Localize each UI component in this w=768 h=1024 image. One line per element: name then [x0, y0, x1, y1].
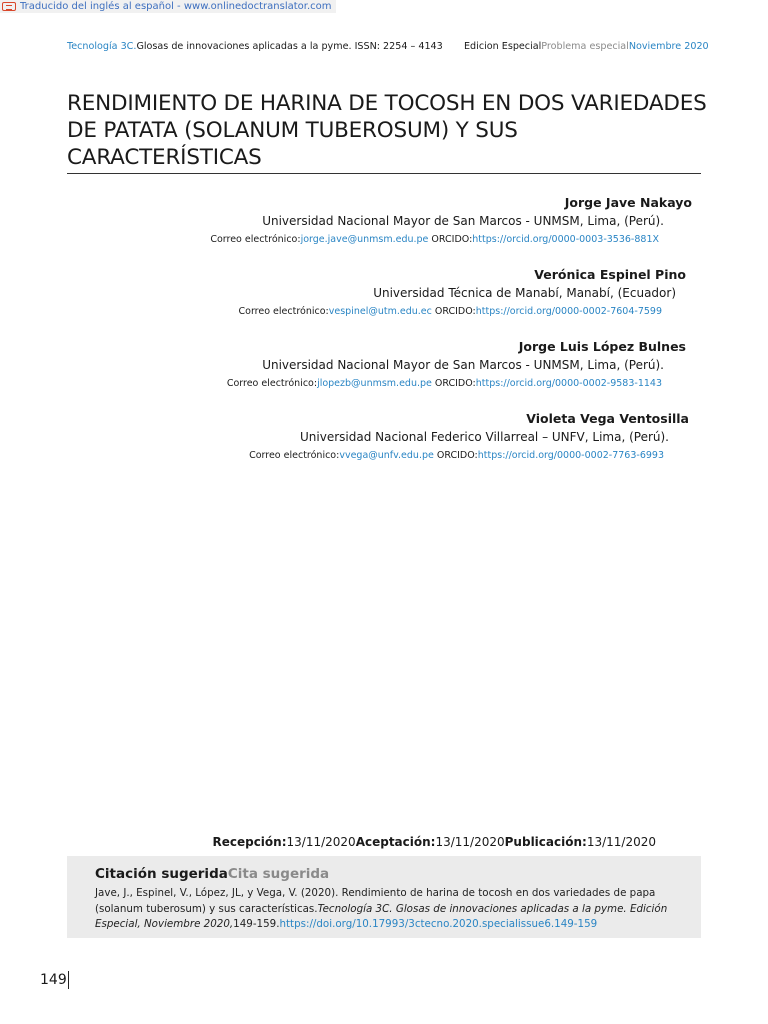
- author-affiliation: Universidad Nacional Mayor de San Marcos - UNMSM, Lima, (Perú).: [262, 214, 664, 228]
- author-name: Jorge Luis López Bulnes: [518, 339, 686, 354]
- email-label: Correo electrónico:: [226, 378, 318, 389]
- author-name: Jorge Jave Nakayo: [564, 195, 692, 210]
- author-affiliation: Universidad Nacional Mayor de San Marcos - UNMSM, Lima, (Perú).: [262, 358, 664, 372]
- author-contact: [210, 234, 659, 245]
- edition-label: Edicion Especial: [464, 41, 542, 52]
- author-orcid-link[interactable]: https://orcid.org/0000-0002-7763-6993: [477, 450, 664, 461]
- author-contact: [239, 306, 663, 317]
- author-email-link[interactable]: jlopezb@unmsm.edu.pe: [317, 378, 432, 389]
- author-name: Verónica Espinel Pino: [534, 267, 686, 282]
- reception-label: Recepción:: [212, 835, 287, 849]
- author-orcid-link[interactable]: https://orcid.org/0000-0002-7604-7599: [475, 306, 662, 317]
- page-number-divider: [68, 971, 69, 989]
- acceptance-date: 13/11/2020: [435, 835, 505, 849]
- author-email-link[interactable]: vespinel@utm.edu.ec: [328, 306, 432, 317]
- translator-banner-text[interactable]: Traducido del inglés al español - www.onlinedoctranslator.com: [20, 1, 332, 12]
- page-number: 149: [40, 972, 67, 988]
- author-contact: [249, 450, 664, 461]
- citation-journal: Tecnología 3C. Glosas de innovaciones aplicadas a la pyme. Edición Especial, Noviembre 2020,: [95, 902, 668, 930]
- orcid-label: ORCIDO:: [433, 450, 478, 461]
- title-divider: [67, 173, 701, 174]
- publication-dates: [212, 835, 656, 849]
- special-issue-label: Problema especial: [541, 41, 629, 52]
- citation-box: [67, 856, 701, 938]
- citation-heading: [95, 866, 329, 882]
- orcid-label: ORCIDO:: [431, 378, 476, 389]
- email-label: Correo electrónico:: [249, 450, 340, 461]
- author-email-link[interactable]: jorge.jave@unmsm.edu.pe: [300, 234, 429, 245]
- document-translate-icon: [2, 2, 16, 11]
- edition-info: [464, 40, 709, 54]
- page-title: RENDIMIENTO DE HARINA DE TOCOSH EN DOS VARIEDADES DE PATATA (SOLANUM TUBEROSUM) Y SUS CARACTERÍSTICAS: [67, 91, 707, 170]
- reception-date: 13/11/2020: [286, 835, 356, 849]
- acceptance-label: Aceptación:: [355, 835, 436, 849]
- orcid-label: ORCIDO:: [431, 306, 476, 317]
- citation-doi-link[interactable]: https://doi.org/10.17993/3ctecno.2020.specialissue6.149-159: [279, 918, 598, 930]
- orcid-label: ORCIDO:: [428, 234, 473, 245]
- email-label: Correo electrónico:: [238, 306, 329, 317]
- citation-heading-original: Citación sugerida: [95, 866, 228, 882]
- publication-date: 13/11/2020: [586, 835, 656, 849]
- citation-heading-translated: Cita sugerida: [227, 866, 330, 882]
- author-affiliation: Universidad Técnica de Manabí, Manabí, (Ecuador): [373, 286, 676, 300]
- email-label: Correo electrónico:: [210, 234, 301, 245]
- author-email-link[interactable]: vvega@unfv.edu.pe: [339, 450, 434, 461]
- journal-header: [67, 40, 709, 54]
- author-affiliation: Universidad Nacional Federico Villarreal – UNFV, Lima, (Perú).: [300, 430, 669, 444]
- author-orcid-link[interactable]: https://orcid.org/0000-0002-9583-1143: [475, 378, 662, 389]
- translator-banner[interactable]: [0, 0, 336, 13]
- citation-pages: 149-159.: [233, 918, 280, 930]
- publication-label: Publicación:: [504, 835, 587, 849]
- author-orcid-link[interactable]: https://orcid.org/0000-0003-3536-881X: [472, 234, 659, 245]
- issue-date: Noviembre 2020: [628, 41, 709, 52]
- author-name: Violeta Vega Ventosilla: [526, 411, 689, 426]
- journal-subtitle: Glosas de innovaciones aplicadas a la pyme. ISSN: 2254 – 4143: [136, 41, 443, 52]
- journal-name[interactable]: Tecnología 3C.: [67, 41, 137, 52]
- citation-text: [95, 886, 685, 933]
- citation-reference: Jave, J., Espinel, V., López, JL, y Vega, V. (2020). Rendimiento de harina de tocosh en dos variedades de papa (solanum tuberosum) y sus características.: [95, 887, 656, 915]
- author-contact: [227, 378, 662, 389]
